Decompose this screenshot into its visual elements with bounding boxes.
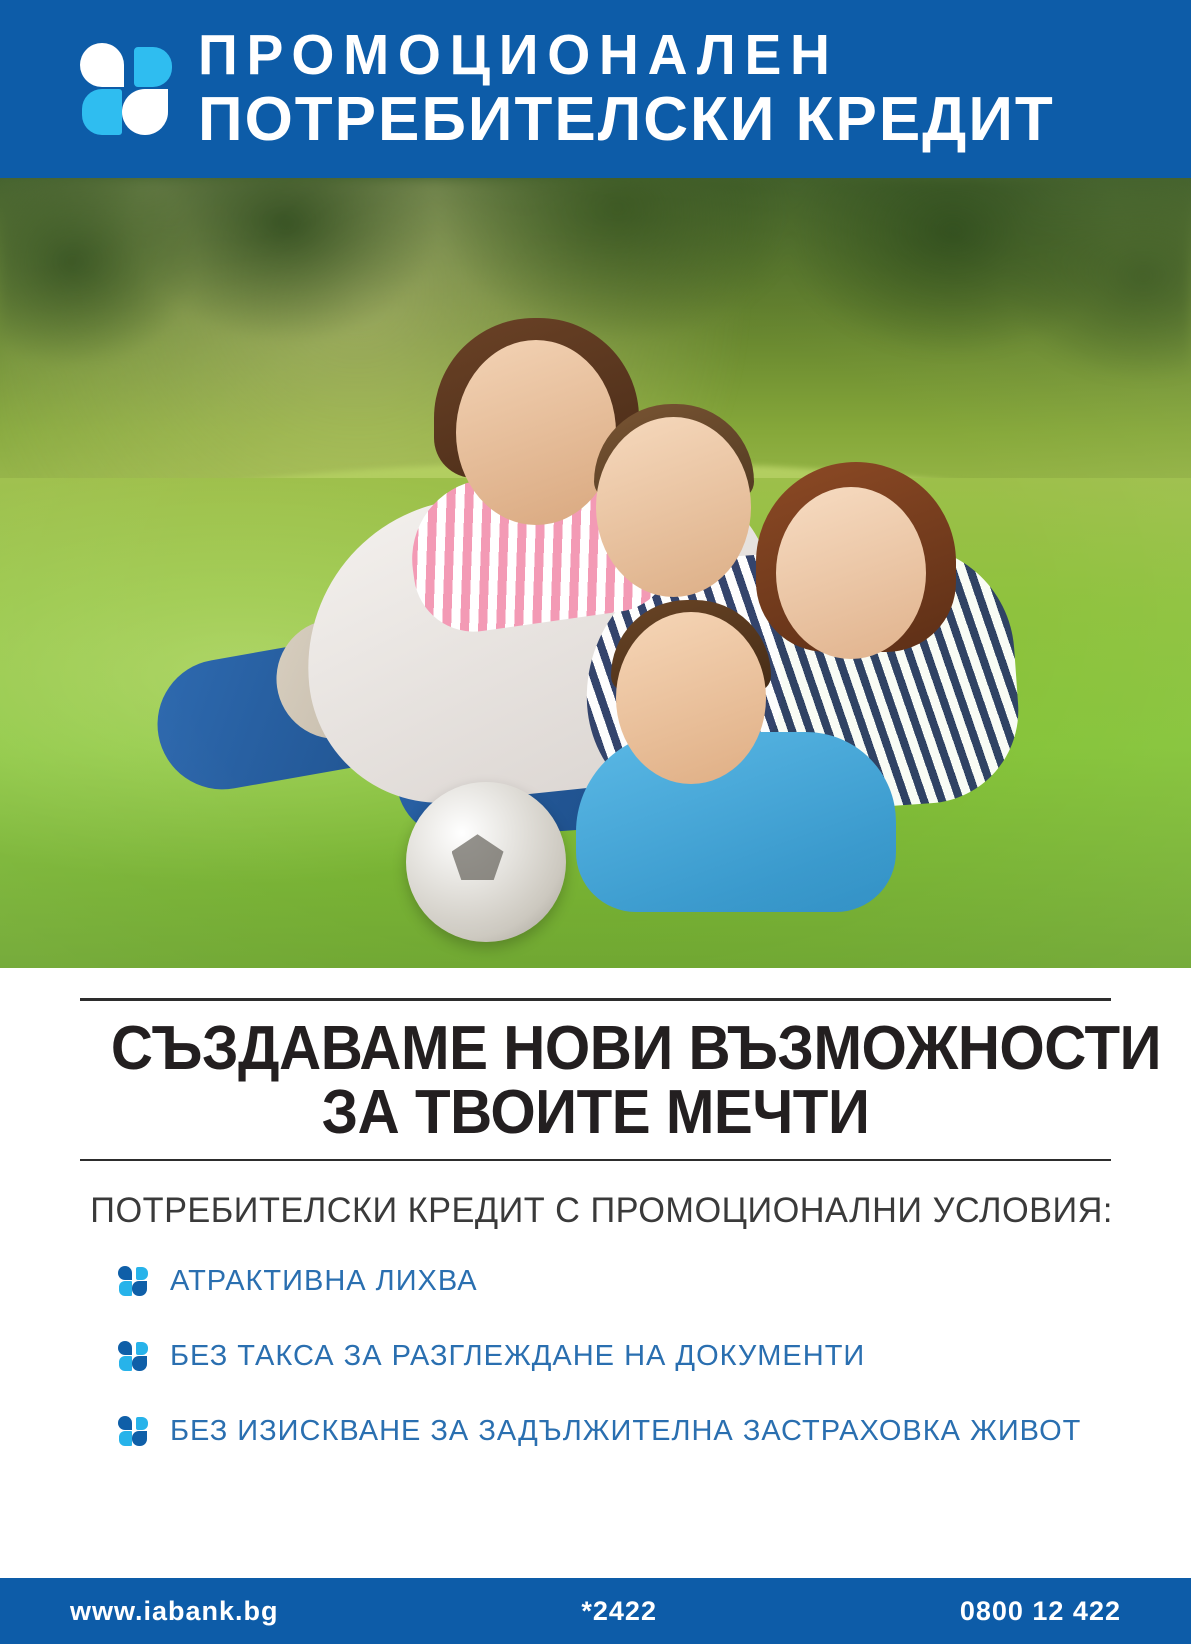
headline-line-2: ЗА ТВОИТЕ МЕЧТИ (321, 1077, 870, 1147)
list-item (118, 1415, 1111, 1448)
father-head (596, 417, 751, 597)
phone-number[interactable]: 0800 12 422 (959, 1595, 1121, 1626)
poster-header (0, 0, 1191, 178)
poster-body (0, 968, 1191, 1578)
soccer-ball (406, 782, 566, 942)
benefit-label: БЕЗ ИЗИСКВАНЕ ЗА ЗАДЪЛЖИТЕЛНА ЗАСТРАХОВКА ЖИВОТ (170, 1414, 1082, 1447)
iabank-logo-icon (80, 43, 172, 135)
page-subheadline: ПОТРЕБИТЕЛСКИ КРЕДИТ С ПРОМОЦИОНАЛНИ УСЛОВИЯ: (90, 1190, 1113, 1230)
headline-line-1: СЪЗДАВАМЕ НОВИ ВЪЗМОЖНОСТИ (110, 1014, 1162, 1083)
short-number[interactable]: *2422 (581, 1595, 657, 1626)
iabank-bullet-icon (118, 1341, 148, 1371)
family-group (156, 312, 1036, 952)
iabank-bullet-icon (118, 1266, 148, 1296)
list-item (118, 1340, 1111, 1373)
boy-head (616, 612, 766, 784)
mother-head (776, 487, 926, 659)
website-link[interactable]: www.iabank.bg (70, 1595, 279, 1626)
header-text-block (198, 23, 1161, 154)
list-item (118, 1265, 1111, 1298)
hero-photo (0, 178, 1191, 968)
benefit-label: АТРАКТИВНА ЛИХВА (170, 1264, 478, 1297)
header-title-line1: ПРОМОЦИОНАЛЕН (198, 23, 839, 88)
iabank-bullet-icon (118, 1416, 148, 1446)
girl-head (456, 340, 616, 525)
header-title-line2: ПОТРЕБИТЕЛСКИ КРЕДИТ (198, 84, 1055, 154)
page-headline (110, 1001, 1162, 1159)
benefit-label: БЕЗ ТАКСА ЗА РАЗГЛЕЖДАНЕ НА ДОКУМЕНТИ (170, 1339, 866, 1372)
poster-footer (0, 1578, 1191, 1644)
benefits-list (80, 1265, 1111, 1448)
